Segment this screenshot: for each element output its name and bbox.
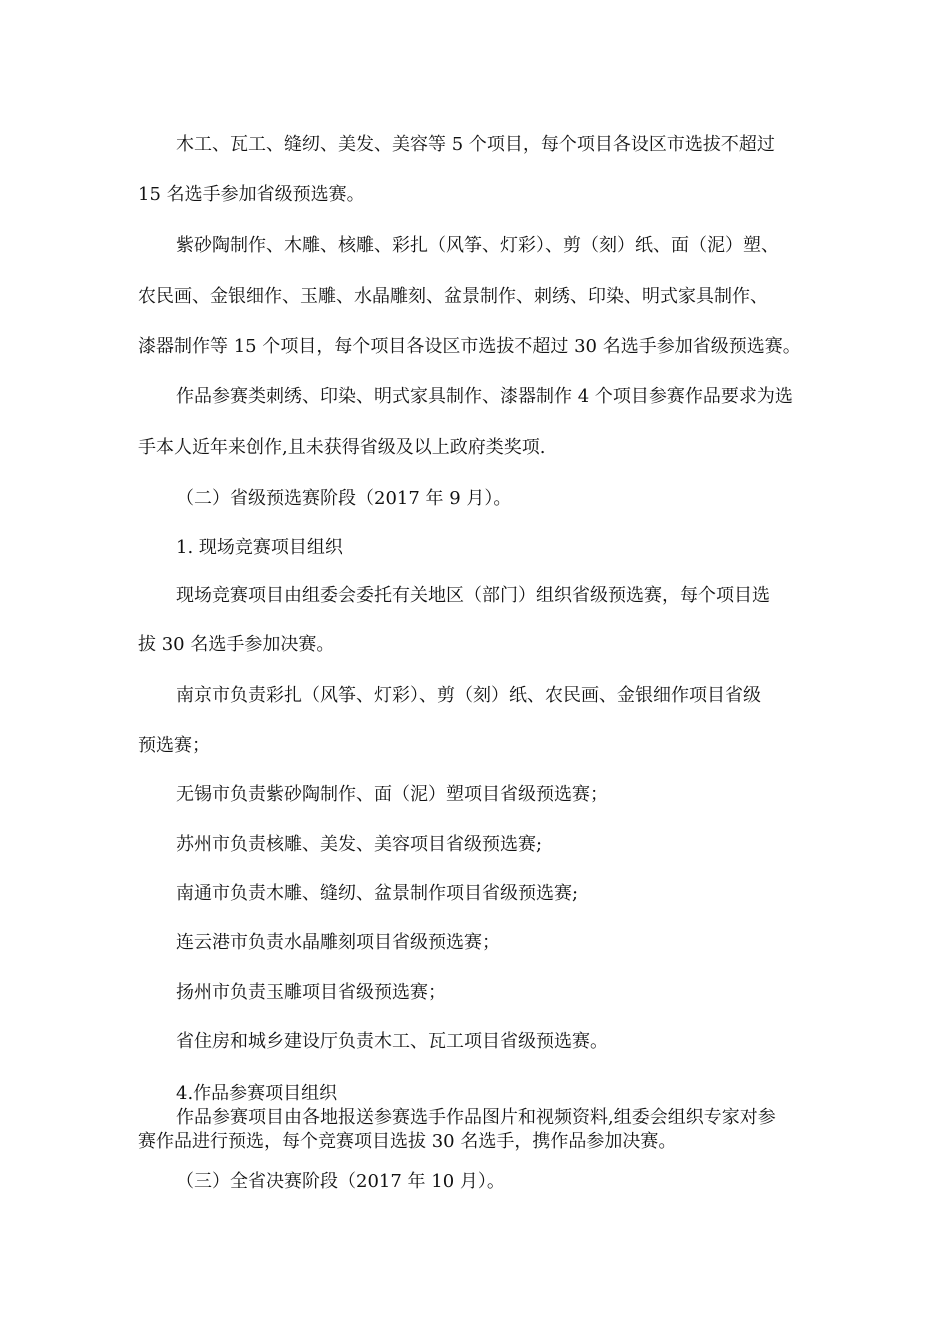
paragraph-line: 苏州市负责核雕、美发、美容项目省级预选赛; bbox=[176, 834, 543, 855]
paragraph-line: 赛作品进行预选，每个竞赛项目选拔 30 名选手，携作品参加决赛。 bbox=[138, 1131, 677, 1152]
paragraph-line: 紫砂陶制作、木雕、核雕、彩扎（风筝、灯彩）、剪（刻）纸、面（泥）塑、 bbox=[176, 235, 779, 256]
paragraph-line: 作品参赛项目由各地报送参赛选手作品图片和视频资料,组委会组织专家对参 bbox=[176, 1107, 776, 1128]
paragraph-line: 手本人近年来创作,且未获得省级及以上政府类奖项. bbox=[138, 437, 546, 458]
paragraph-line: 拔 30 名选手参加决赛。 bbox=[138, 634, 335, 655]
paragraph-line: 农民画、金银细作、玉雕、水晶雕刻、盆景制作、刺绣、印染、明式家具制作、 bbox=[138, 286, 768, 307]
paragraph-line: 南京市负责彩扎（风筝、灯彩）、剪（刻）纸、农民画、金银细作项目省级 bbox=[176, 685, 761, 706]
paragraph-line: 扬州市负责玉雕项目省级预选赛； bbox=[176, 982, 446, 1003]
paragraph-line: 15 名选手参加省级预选赛。 bbox=[138, 184, 365, 205]
section-heading: （二）省级预选赛阶段（2017 年 9 月）。 bbox=[176, 488, 512, 509]
paragraph-line: 木工、瓦工、缝纫、美发、美容等 5 个项目，每个项目各设区市选拔不超过 bbox=[176, 134, 775, 155]
paragraph-line: 南通市负责木雕、缝纫、盆景制作项目省级预选赛; bbox=[176, 883, 579, 904]
paragraph-line: 无锡市负责紫砂陶制作、面（泥）塑项目省级预选赛； bbox=[176, 784, 608, 805]
paragraph-line: 现场竞赛项目由组委会委托有关地区（部门）组织省级预选赛，每个项目选 bbox=[176, 585, 770, 606]
section-heading: （三）全省决赛阶段（2017 年 10 月）。 bbox=[176, 1171, 505, 1192]
paragraph-line: 作品参赛类刺绣、印染、明式家具制作、漆器制作 4 个项目参赛作品要求为选 bbox=[176, 386, 793, 407]
paragraph-line: 预选赛； bbox=[138, 735, 210, 756]
paragraph-line: 连云港市负责水晶雕刻项目省级预选赛； bbox=[176, 932, 500, 953]
paragraph-line: 漆器制作等 15 个项目，每个项目各设区市选拔不超过 30 名选手参加省级预选赛。 bbox=[138, 336, 801, 357]
subsection-heading: 4.作品参赛项目组织 bbox=[176, 1083, 338, 1104]
paragraph-line: 省住房和城乡建设厅负责木工、瓦工项目省级预选赛。 bbox=[176, 1031, 608, 1052]
subsection-heading: 1. 现场竞赛项目组织 bbox=[176, 537, 343, 558]
